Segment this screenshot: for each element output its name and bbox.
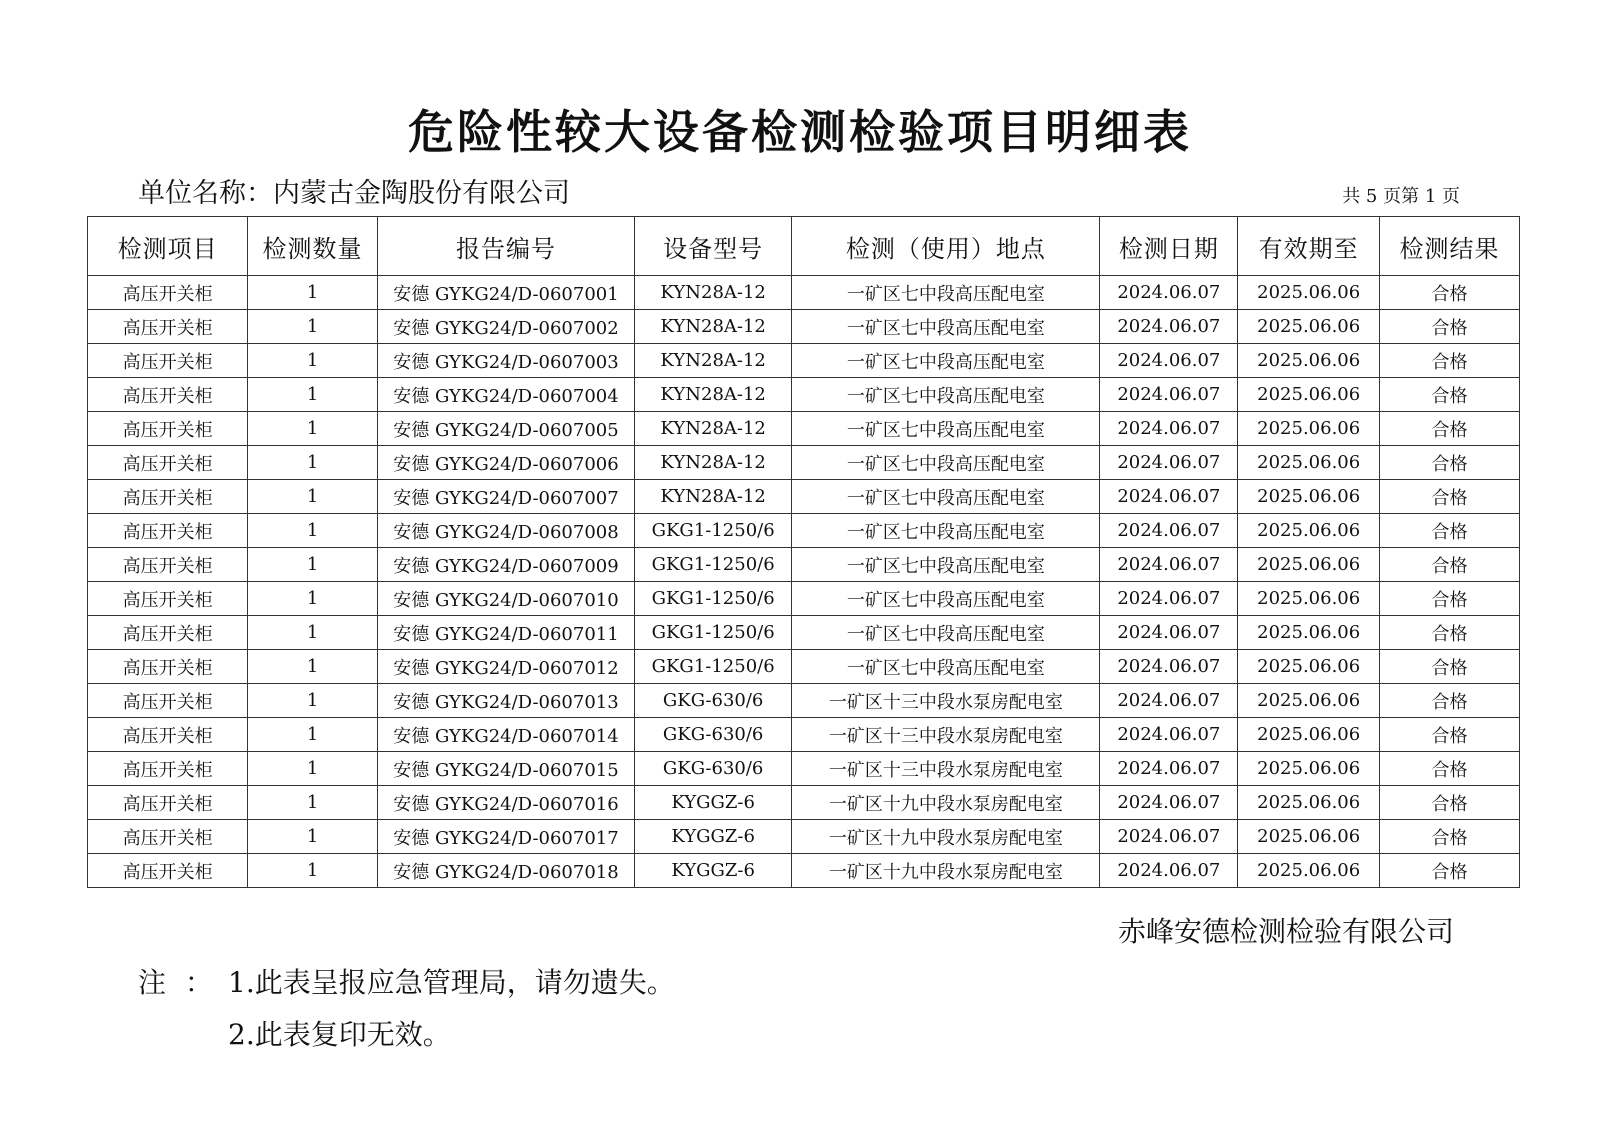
location-cell: 一矿区十三中段水泵房配电室	[792, 718, 1100, 752]
model-cell: KYN28A-12	[635, 276, 792, 310]
item-cell: 高压开关柜	[88, 480, 248, 514]
table-row	[88, 310, 1520, 344]
location-cell: 一矿区十三中段水泵房配电室	[792, 752, 1100, 786]
report-number-cell: 安德 GYKG24/D-0607009	[377, 548, 634, 582]
location-cell: 一矿区十九中段水泵房配电室	[792, 854, 1100, 888]
location-cell: 一矿区七中段高压配电室	[792, 616, 1100, 650]
item-cell: 高压开关柜	[88, 854, 248, 888]
test-date-cell: 2024.06.07	[1100, 820, 1238, 854]
model-cell: KYGGZ-6	[635, 786, 792, 820]
valid-until-cell: 2025.06.06	[1238, 378, 1380, 412]
table-row	[88, 412, 1520, 446]
item-cell: 高压开关柜	[88, 616, 248, 650]
column-header: 检测结果	[1380, 217, 1520, 276]
item-cell: 高压开关柜	[88, 378, 248, 412]
location-cell: 一矿区七中段高压配电室	[792, 344, 1100, 378]
location-cell: 一矿区七中段高压配电室	[792, 514, 1100, 548]
location-cell: 一矿区七中段高压配电室	[792, 446, 1100, 480]
location-cell: 一矿区七中段高压配电室	[792, 582, 1100, 616]
report-number-cell: 安德 GYKG24/D-0607007	[377, 480, 634, 514]
result-cell: 合格	[1380, 378, 1520, 412]
item-cell: 高压开关柜	[88, 650, 248, 684]
item-cell: 高压开关柜	[88, 446, 248, 480]
test-date-cell: 2024.06.07	[1100, 548, 1238, 582]
result-cell: 合格	[1380, 344, 1520, 378]
valid-until-cell: 2025.06.06	[1238, 820, 1380, 854]
valid-until-cell: 2025.06.06	[1238, 616, 1380, 650]
valid-until-cell: 2025.06.06	[1238, 752, 1380, 786]
valid-until-cell: 2025.06.06	[1238, 786, 1380, 820]
item-cell: 高压开关柜	[88, 684, 248, 718]
model-cell: GKG1-1250/6	[635, 650, 792, 684]
test-date-cell: 2024.06.07	[1100, 514, 1238, 548]
note-item: 2.此表复印无效。	[228, 1018, 451, 1051]
valid-until-cell: 2025.06.06	[1238, 310, 1380, 344]
report-number-cell: 安德 GYKG24/D-0607018	[377, 854, 634, 888]
model-cell: KYGGZ-6	[635, 854, 792, 888]
location-cell: 一矿区十九中段水泵房配电室	[792, 820, 1100, 854]
table-row	[88, 684, 1520, 718]
quantity-cell: 1	[248, 514, 378, 548]
quantity-cell: 1	[248, 616, 378, 650]
result-cell: 合格	[1380, 548, 1520, 582]
valid-until-cell: 2025.06.06	[1238, 276, 1380, 310]
report-number-cell: 安德 GYKG24/D-0607015	[377, 752, 634, 786]
location-cell: 一矿区七中段高压配电室	[792, 480, 1100, 514]
document-title: 危险性较大设备检测检验项目明细表	[408, 105, 1192, 159]
test-date-cell: 2024.06.07	[1100, 582, 1238, 616]
test-date-cell: 2024.06.07	[1100, 718, 1238, 752]
result-cell: 合格	[1380, 480, 1520, 514]
report-number-cell: 安德 GYKG24/D-0607011	[377, 616, 634, 650]
quantity-cell: 1	[248, 718, 378, 752]
report-number-cell: 安德 GYKG24/D-0607002	[377, 310, 634, 344]
column-header: 检测数量	[248, 217, 378, 276]
column-header: 检测日期	[1100, 217, 1238, 276]
table-row	[88, 446, 1520, 480]
item-cell: 高压开关柜	[88, 310, 248, 344]
report-number-cell: 安德 GYKG24/D-0607006	[377, 446, 634, 480]
report-number-cell: 安德 GYKG24/D-0607005	[377, 412, 634, 446]
location-cell: 一矿区七中段高压配电室	[792, 412, 1100, 446]
quantity-cell: 1	[248, 344, 378, 378]
table-row	[88, 378, 1520, 412]
quantity-cell: 1	[248, 378, 378, 412]
column-header: 报告编号	[377, 217, 634, 276]
model-cell: KYN28A-12	[635, 480, 792, 514]
notes-label: 注 ：	[138, 966, 213, 999]
valid-until-cell: 2025.06.06	[1238, 650, 1380, 684]
result-cell: 合格	[1380, 412, 1520, 446]
issuing-company: 赤峰安德检测检验有限公司	[1117, 915, 1454, 948]
model-cell: GKG-630/6	[635, 718, 792, 752]
quantity-cell: 1	[248, 786, 378, 820]
quantity-cell: 1	[248, 310, 378, 344]
report-number-cell: 安德 GYKG24/D-0607001	[377, 276, 634, 310]
location-cell: 一矿区七中段高压配电室	[792, 650, 1100, 684]
item-cell: 高压开关柜	[88, 786, 248, 820]
quantity-cell: 1	[248, 650, 378, 684]
test-date-cell: 2024.06.07	[1100, 310, 1238, 344]
result-cell: 合格	[1380, 718, 1520, 752]
table-row	[88, 514, 1520, 548]
valid-until-cell: 2025.06.06	[1238, 344, 1380, 378]
test-date-cell: 2024.06.07	[1100, 752, 1238, 786]
valid-until-cell: 2025.06.06	[1238, 684, 1380, 718]
table-row	[88, 480, 1520, 514]
model-cell: KYN28A-12	[635, 378, 792, 412]
test-date-cell: 2024.06.07	[1100, 412, 1238, 446]
valid-until-cell: 2025.06.06	[1238, 446, 1380, 480]
quantity-cell: 1	[248, 548, 378, 582]
model-cell: KYN28A-12	[635, 412, 792, 446]
test-date-cell: 2024.06.07	[1100, 480, 1238, 514]
model-cell: GKG-630/6	[635, 684, 792, 718]
report-number-cell: 安德 GYKG24/D-0607016	[377, 786, 634, 820]
table-body	[88, 276, 1520, 888]
result-cell: 合格	[1380, 582, 1520, 616]
test-date-cell: 2024.06.07	[1100, 684, 1238, 718]
quantity-cell: 1	[248, 276, 378, 310]
result-cell: 合格	[1380, 650, 1520, 684]
table-row	[88, 344, 1520, 378]
quantity-cell: 1	[248, 412, 378, 446]
location-cell: 一矿区十三中段水泵房配电室	[792, 684, 1100, 718]
valid-until-cell: 2025.06.06	[1238, 514, 1380, 548]
model-cell: KYN28A-12	[635, 344, 792, 378]
location-cell: 一矿区十九中段水泵房配电室	[792, 786, 1100, 820]
valid-until-cell: 2025.06.06	[1238, 412, 1380, 446]
quantity-cell: 1	[248, 480, 378, 514]
item-cell: 高压开关柜	[88, 752, 248, 786]
result-cell: 合格	[1380, 446, 1520, 480]
result-cell: 合格	[1380, 616, 1520, 650]
table-row	[88, 582, 1520, 616]
unit-name: 单位名称：内蒙古金陶股份有限公司	[138, 178, 570, 209]
result-cell: 合格	[1380, 854, 1520, 888]
model-cell: KYN28A-12	[635, 446, 792, 480]
table-row	[88, 820, 1520, 854]
quantity-cell: 1	[248, 752, 378, 786]
location-cell: 一矿区七中段高压配电室	[792, 276, 1100, 310]
test-date-cell: 2024.06.07	[1100, 616, 1238, 650]
table-row	[88, 718, 1520, 752]
location-cell: 一矿区七中段高压配电室	[792, 310, 1100, 344]
result-cell: 合格	[1380, 752, 1520, 786]
report-number-cell: 安德 GYKG24/D-0607014	[377, 718, 634, 752]
model-cell: GKG1-1250/6	[635, 582, 792, 616]
model-cell: GKG1-1250/6	[635, 616, 792, 650]
test-date-cell: 2024.06.07	[1100, 378, 1238, 412]
test-date-cell: 2024.06.07	[1100, 276, 1238, 310]
table-header-row	[88, 217, 1520, 276]
valid-until-cell: 2025.06.06	[1238, 480, 1380, 514]
test-date-cell: 2024.06.07	[1100, 854, 1238, 888]
report-number-cell: 安德 GYKG24/D-0607004	[377, 378, 634, 412]
quantity-cell: 1	[248, 582, 378, 616]
note-item: 1.此表呈报应急管理局，请勿遗失。	[228, 966, 675, 999]
valid-until-cell: 2025.06.06	[1238, 548, 1380, 582]
item-cell: 高压开关柜	[88, 344, 248, 378]
report-number-cell: 安德 GYKG24/D-0607012	[377, 650, 634, 684]
item-cell: 高压开关柜	[88, 412, 248, 446]
model-cell: GKG1-1250/6	[635, 548, 792, 582]
column-header: 检测项目	[88, 217, 248, 276]
valid-until-cell: 2025.06.06	[1238, 854, 1380, 888]
result-cell: 合格	[1380, 310, 1520, 344]
table-row	[88, 854, 1520, 888]
table-row	[88, 276, 1520, 310]
column-header: 检测（使用）地点	[792, 217, 1100, 276]
test-date-cell: 2024.06.07	[1100, 650, 1238, 684]
item-cell: 高压开关柜	[88, 582, 248, 616]
column-header: 有效期至	[1238, 217, 1380, 276]
column-header: 设备型号	[635, 217, 792, 276]
item-cell: 高压开关柜	[88, 276, 248, 310]
test-date-cell: 2024.06.07	[1100, 446, 1238, 480]
report-number-cell: 安德 GYKG24/D-0607008	[377, 514, 634, 548]
quantity-cell: 1	[248, 446, 378, 480]
quantity-cell: 1	[248, 684, 378, 718]
item-cell: 高压开关柜	[88, 820, 248, 854]
quantity-cell: 1	[248, 854, 378, 888]
item-cell: 高压开关柜	[88, 548, 248, 582]
item-cell: 高压开关柜	[88, 514, 248, 548]
table-row	[88, 548, 1520, 582]
result-cell: 合格	[1380, 276, 1520, 310]
location-cell: 一矿区七中段高压配电室	[792, 548, 1100, 582]
quantity-cell: 1	[248, 820, 378, 854]
test-date-cell: 2024.06.07	[1100, 786, 1238, 820]
table-row	[88, 616, 1520, 650]
model-cell: GKG1-1250/6	[635, 514, 792, 548]
result-cell: 合格	[1380, 786, 1520, 820]
report-number-cell: 安德 GYKG24/D-0607013	[377, 684, 634, 718]
result-cell: 合格	[1380, 820, 1520, 854]
report-number-cell: 安德 GYKG24/D-0607010	[377, 582, 634, 616]
table-row	[88, 786, 1520, 820]
report-number-cell: 安德 GYKG24/D-0607017	[377, 820, 634, 854]
location-cell: 一矿区七中段高压配电室	[792, 378, 1100, 412]
table-row	[88, 752, 1520, 786]
result-cell: 合格	[1380, 514, 1520, 548]
result-cell: 合格	[1380, 684, 1520, 718]
page-count: 共 5 页第 1 页	[1342, 186, 1460, 207]
item-cell: 高压开关柜	[88, 718, 248, 752]
model-cell: GKG-630/6	[635, 752, 792, 786]
model-cell: KYGGZ-6	[635, 820, 792, 854]
inspection-table	[87, 216, 1520, 888]
valid-until-cell: 2025.06.06	[1238, 582, 1380, 616]
test-date-cell: 2024.06.07	[1100, 344, 1238, 378]
table-row	[88, 650, 1520, 684]
model-cell: KYN28A-12	[635, 310, 792, 344]
report-number-cell: 安德 GYKG24/D-0607003	[377, 344, 634, 378]
valid-until-cell: 2025.06.06	[1238, 718, 1380, 752]
